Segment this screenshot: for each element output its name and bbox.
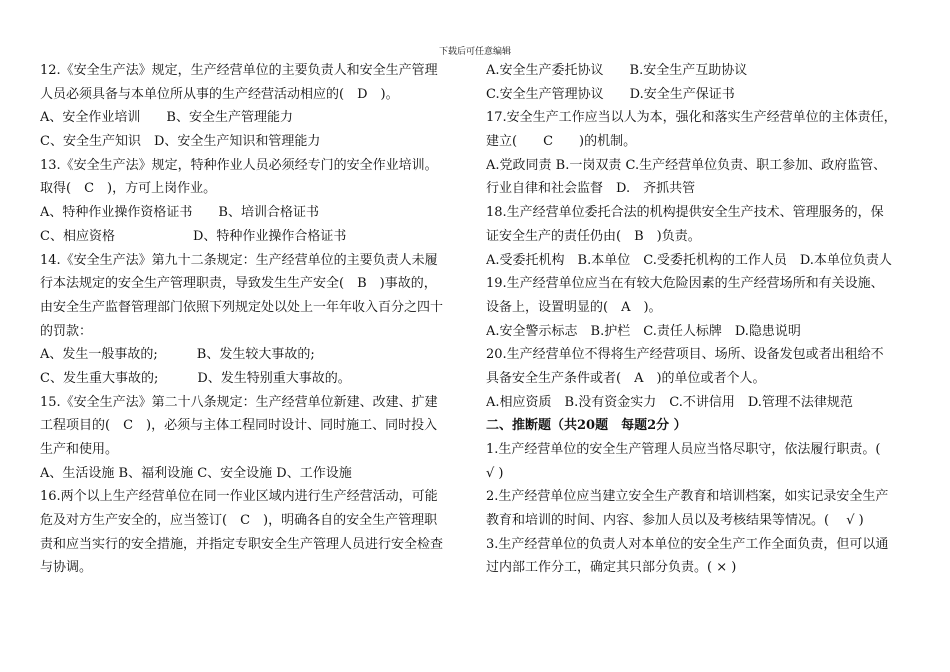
text-line: 的罚款：: [40, 323, 93, 339]
text-line: 危及对方生产安全的，应当签订( C )，明确各自的安全生产管理职: [40, 513, 438, 529]
text-line: 证安全生产的责任仍由( B )负责。: [486, 228, 701, 244]
text-line: 3.生产经营单位的负责人对本单位的安全生产工作全面负责，但可以通: [486, 536, 889, 552]
section-heading: 二、推断题（共20题 每题2分 ）: [486, 418, 687, 434]
text-line: A.受委托机构 B.本单位 C.受委托机构的工作人员 D.本单位负责人: [486, 252, 892, 268]
text-line: A.安全警示标志 B.护栏 C.责任人标牌 D.隐患说明: [486, 323, 801, 339]
text-line: 生产和使用。: [40, 442, 119, 457]
text-line: 15.《安全生产法》第二十八条规定：生产经营单位新建、改建、扩建: [40, 394, 438, 410]
text-line: C.安全生产管理协议 D.安全生产保证书: [486, 86, 735, 102]
text-line: 12.《安全生产法》规定，生产经营单位的主要负责人和安全生产管理: [40, 63, 438, 78]
text-line: 19.生产经营单位应当在有较大危险因素的生产经营场所和有关设施、: [486, 276, 884, 292]
text-line: 工程项目的( C )，必须与主体工程同时设计、同时施工、同时投入: [40, 418, 438, 434]
text-line: 18.生产经营单位委托合法的机构提供安全生产技术、管理服务的，保: [486, 205, 884, 221]
text-line: 行本法规定的安全生产管理职责，导致发生生产安全( B )事故的，: [40, 276, 437, 292]
text-line: 行业自律和社会监督 D. 齐抓共管: [486, 181, 696, 197]
text-line: 教育和培训的时间、内容、参加人员以及考核结果等情况。( √ ): [486, 513, 864, 529]
right-column: [486, 59, 912, 580]
left-column: [40, 59, 465, 580]
text-line: A、生活设施 B、福利设施 C、安全设施 D、工作设施: [40, 465, 352, 481]
text-line: 过内部工作分工，确定其只部分负责。( × ): [486, 560, 737, 576]
text-line: A、安全作业培训 B、安全生产管理能力: [40, 110, 293, 126]
text-line: 由安全生产监督管理部门依照下列规定处以处上一年年收入百分之四十: [40, 299, 444, 315]
text-line: √ ): [486, 465, 504, 481]
text-line: C、安全生产知识 D、安全生产知识和管理能力: [40, 134, 321, 150]
text-line: 17.安全生产工作应当以人为本，强化和落实生产经营单位的主体责任，: [486, 110, 897, 126]
text-line: 16.两个以上生产经营单位在同一作业区域内进行生产经营活动，可能: [40, 489, 438, 505]
text-line: 与协调。: [40, 560, 93, 576]
text-line: 设备上，设置明显的( A )。: [486, 299, 662, 315]
text-line: 2.生产经营单位应当建立安全生产教育和培训档案，如实记录安全生产: [486, 489, 889, 505]
text-line: A.党政同责 B.一岗双责 C.生产经营单位负责、职工参加、政府监管、: [486, 157, 887, 173]
text-line: 具备安全生产条件或者( A )的单位或者个人。: [486, 370, 766, 386]
text-line: 人员必须具备与本单位所从事的生产经营活动相应的( D )。: [40, 86, 399, 102]
page-header: 下载后可任意编辑: [438, 47, 511, 57]
text-line: A、特种作业操作资格证书 B、培训合格证书: [40, 205, 319, 221]
text-line: C、发生重大事故的; D、发生特别重大事故的。: [40, 370, 351, 386]
text-line: 1.生产经营单位的安全生产管理人员应当恪尽职守，依法履行职责。(: [486, 442, 881, 457]
text-line: 14.《安全生产法》第九十二条规定：生产经营单位的主要负责人未履: [40, 252, 438, 268]
text-line: C、相应资格 D、特种作业操作合格证书: [40, 228, 347, 244]
text-line: 13.《安全生产法》规定，特种作业人员必须经专门的安全作业培训。: [40, 157, 438, 173]
text-line: A、发生一般事故的; B、发生较大事故的;: [40, 347, 315, 363]
text-line: A.安全生产委托协议 B.安全生产互助协议: [486, 63, 748, 78]
text-line: 建立( C )的机制。: [486, 134, 637, 150]
text-line: 20.生产经营单位不得将生产经营项目、场所、设备发包或者出租给不: [486, 347, 884, 363]
text-line: 责和应当实行的安全措施，并指定专职安全生产管理人员进行安全检查: [40, 536, 444, 552]
text-line: A.相应资质 B.没有资金实力 C.不讲信用 D.管理不法律规范: [486, 394, 853, 410]
text-line: 取得( C )，方可上岗作业。: [40, 181, 217, 197]
